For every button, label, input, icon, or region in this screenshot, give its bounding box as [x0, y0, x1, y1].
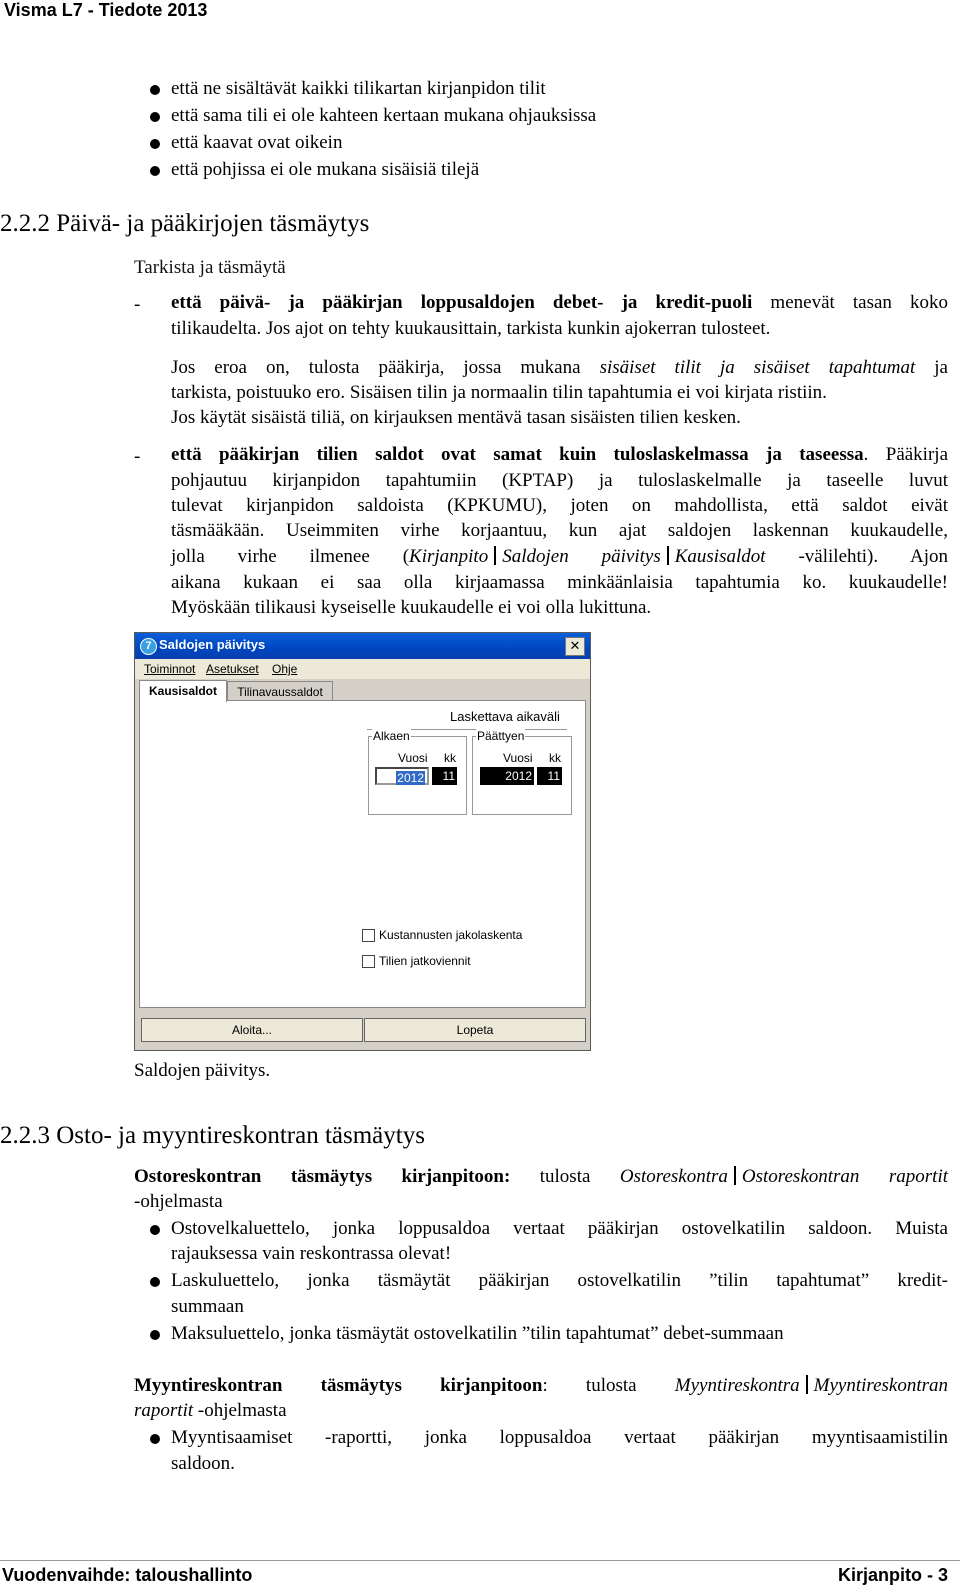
- paragraph-line: täsmääkään. Useimmiten virhe korjaantuu, kun ajat saldojen laskennan kuukaudelle,: [171, 520, 948, 541]
- footer-divider: [0, 1560, 960, 1561]
- separator-bar: [667, 546, 669, 565]
- list-item: että ne sisältävät kaikki tilikartan kirjanpidon tilit: [171, 78, 546, 99]
- text: -ohjelmasta: [197, 1400, 287, 1421]
- checkbox-tilien-jatkoviennit[interactable]: [362, 955, 375, 968]
- italic-text: Myyntireskontra: [674, 1375, 800, 1396]
- menu-bar: [135, 659, 590, 679]
- header-title: Visma L7 - Tiedote 2013: [4, 0, 208, 20]
- bullet-icon: [150, 85, 160, 95]
- text: Jos eroa on, tulosta pääkirja, jossa mukana: [171, 357, 581, 378]
- end-year-label: Vuosi: [503, 751, 533, 765]
- app-icon: 7: [140, 638, 157, 655]
- bullet-icon: [150, 1277, 160, 1287]
- checkbox-label: Kustannusten jakolaskenta: [379, 928, 523, 942]
- start-year-label: Vuosi: [398, 751, 428, 765]
- paragraph-line: -ohjelmasta: [134, 1191, 223, 1212]
- menu-toiminnot[interactable]: Toiminnot: [144, 662, 196, 676]
- saldojen-paivitys-dialog: [134, 632, 591, 1051]
- bullet-icon: [150, 166, 160, 176]
- bold-text: Myyntireskontran täsmäytys kirjanpitoon: [134, 1375, 543, 1396]
- text: : tulosta: [542, 1375, 637, 1396]
- list-item: Maksuluettelo, jonka täsmäytät ostovelkatilin ”tilin tapahtumat” debet-summaan: [171, 1323, 784, 1344]
- paragraph-line: [171, 357, 948, 379]
- start-label: Alkaen: [373, 729, 410, 743]
- separator-bar: [806, 1375, 808, 1394]
- list-item: rajauksessa vain reskontrassa olevat!: [171, 1243, 452, 1264]
- text: menevät tasan koko: [770, 292, 949, 313]
- footer-left: Vuodenvaihde: taloushallinto: [2, 1565, 253, 1585]
- list-item: Laskuluettelo, jonka täsmäytät pääkirjan ostovelkatilin ”tilin tapahtumat” kredit-: [171, 1270, 948, 1291]
- paragraph-line: tilikaudelta. Jos ajot on tehty kuukausittain, tarkista kunkin ajokerran tulosteet.: [171, 318, 771, 339]
- paragraph-line: Jos käytät sisäistä tiliä, on kirjauksen mentävä tasan sisäisten tilien kesken.: [171, 407, 741, 428]
- bullet-icon: [150, 1434, 160, 1444]
- close-icon[interactable]: ✕: [565, 637, 585, 656]
- tab-tilinavaussaldot[interactable]: Tilinavaussaldot: [227, 681, 333, 702]
- italic-text: Saldojen päivitys: [502, 546, 661, 567]
- end-label: Päättyen: [477, 729, 525, 743]
- dialog-titlebar: [135, 633, 590, 659]
- text: . Pääkirja: [863, 444, 948, 465]
- text: -välilehti). Ajon: [798, 546, 949, 567]
- separator-bar: [494, 546, 496, 565]
- tab-kausisaldot[interactable]: Kausisaldot: [139, 680, 227, 702]
- start-month-input[interactable]: 11: [432, 767, 457, 785]
- section-title: 2.2.2 Päivä- ja pääkirjojen täsmäytys: [0, 210, 370, 237]
- paragraph-line: [171, 546, 948, 568]
- checkbox-label: Tilien jatkoviennit: [379, 954, 471, 968]
- dash-marker: -: [134, 294, 141, 315]
- bullet-icon: [150, 112, 160, 122]
- italic-text: sisäiset tilit ja sisäiset tapahtumat: [599, 357, 916, 378]
- text: tulosta: [539, 1166, 591, 1187]
- tab-panel: [139, 700, 586, 1008]
- paragraph-line: tulevat kirjanpidon saldoista (KPKUMU), joten on mahdollista, että saldot eivät: [171, 495, 948, 516]
- start-year-value: 2012: [397, 771, 424, 785]
- range-label: Laskettava aikaväli: [450, 709, 560, 724]
- list-item: summaan: [171, 1296, 244, 1317]
- section-title: 2.2.3 Osto- ja myyntireskontran täsmäytys: [0, 1122, 425, 1149]
- bullet-icon: [150, 1225, 160, 1235]
- menu-asetukset[interactable]: Asetukset: [206, 662, 259, 676]
- menu-ohje[interactable]: Ohje: [272, 662, 298, 676]
- italic-text: Ostoreskontra: [619, 1166, 728, 1187]
- figure-caption: Saldojen päivitys.: [134, 1060, 271, 1081]
- end-month-label: kk: [549, 751, 561, 765]
- footer-right: Kirjanpito - 3: [837, 1565, 948, 1585]
- paragraph-line: aikana kukaan ei saa olla kirjaamassa minkäänlaisia tapahtumia ko. kuukaudelle!: [171, 572, 948, 593]
- separator-bar: [734, 1166, 736, 1185]
- italic-text: Kirjanpito: [409, 546, 489, 567]
- bullet-icon: [150, 1330, 160, 1340]
- dash-marker: -: [134, 446, 141, 467]
- paragraph-line: Myöskään tilikausi kyseiselle kuukaudelle ei voi olla lukittuna.: [171, 597, 652, 618]
- list-item: saldoon.: [171, 1453, 235, 1474]
- checkbox-kustannusten-jakolaskenta[interactable]: [362, 929, 375, 942]
- italic-text: raportit: [134, 1400, 194, 1421]
- list-item: että kaavat ovat oikein: [171, 132, 343, 153]
- paragraph-line: pohjautuu kirjanpidon tapahtumiin (KPTAP) ja tuloslaskelmalle ja taseelle luvut: [171, 470, 948, 491]
- paragraph-line: [171, 292, 948, 314]
- italic-text: Myyntireskontran: [813, 1375, 948, 1396]
- paragraph-line: [134, 1375, 948, 1397]
- text: jolla virhe ilmenee (: [171, 546, 410, 567]
- bold-text: että pääkirjan tilien saldot ovat samat kuin tuloslaskelmassa ja taseessa: [171, 444, 864, 465]
- start-month-label: kk: [444, 751, 456, 765]
- text: ja: [934, 357, 948, 378]
- end-year-input[interactable]: 2012: [480, 767, 534, 785]
- dialog-title: Saldojen päivitys: [159, 637, 266, 652]
- bold-text: että päivä- ja pääkirjan loppusaldojen debet- ja kredit-puoli: [171, 292, 753, 313]
- bold-text: Ostoreskontran täsmäytys kirjanpitoon:: [134, 1166, 511, 1187]
- lopeta-button[interactable]: Lopeta: [364, 1018, 586, 1042]
- paragraph-line: [134, 1166, 948, 1188]
- intro-text: Tarkista ja täsmäytä: [134, 257, 286, 278]
- italic-text: Kausisaldot: [674, 546, 766, 567]
- list-item: että pohjissa ei ole mukana sisäisiä tilejä: [171, 159, 480, 180]
- italic-text: Ostoreskontran raportit: [741, 1166, 948, 1187]
- paragraph-line: [134, 1400, 287, 1422]
- end-month-input[interactable]: 11: [537, 767, 562, 785]
- paragraph-line: [171, 444, 948, 466]
- list-item: Ostovelkaluettelo, jonka loppusaldoa vertaat pääkirjan ostovelkatilin saldoon. Muista: [171, 1218, 948, 1239]
- bullet-icon: [150, 139, 160, 149]
- list-item: Myyntisaamiset -raportti, jonka loppusaldoa vertaat pääkirjan myyntisaamistilin: [171, 1427, 948, 1448]
- paragraph-line: tarkista, poistuuko ero. Sisäisen tilin ja normaalin tilin tapahtumia ei voi kirjata ristiin.: [171, 382, 827, 403]
- start-year-input[interactable]: [375, 767, 429, 785]
- aloita-button[interactable]: Aloita...: [141, 1018, 363, 1042]
- tab-strip: [135, 679, 590, 701]
- list-item: että sama tili ei ole kahteen kertaan mukana ohjauksissa: [171, 105, 597, 126]
